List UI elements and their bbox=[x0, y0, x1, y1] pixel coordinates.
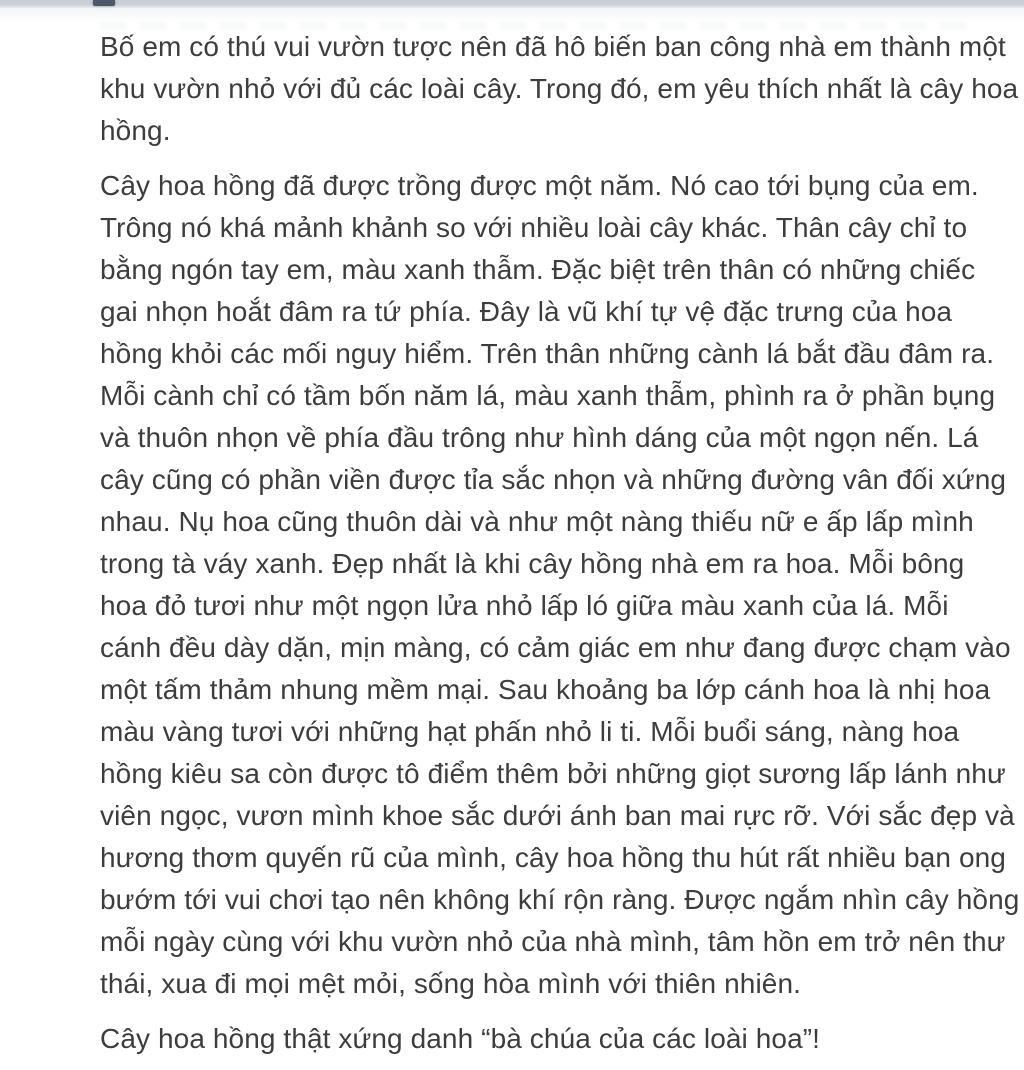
text-line: bằng ngón tay em, màu xanh thẫm. Đặc biệt trên thân có những chiếc bbox=[100, 254, 976, 285]
text-line: gai nhọn hoắt đâm ra tứ phía. Đây là vũ khí tự vệ đặc trưng của hoa bbox=[100, 296, 953, 327]
text-line: mỗi ngày cùng với khu vườn nhỏ của nhà mình, tâm hồn em trở nên thư bbox=[100, 926, 1006, 957]
text-line: bướm tới vui chơi tạo nên không khí rộn ràng. Được ngắm nhìn cây hồng bbox=[100, 884, 1020, 915]
text-line: cánh đều dày dặn, mịn màng, có cảm giác em như đang được chạm vào bbox=[100, 632, 1011, 663]
text-line: hồng. bbox=[100, 115, 171, 146]
text-line: Mỗi cành chỉ có tầm bốn năm lá, màu xanh thẫm, phình ra ở phần bụng bbox=[100, 380, 996, 411]
text-line: Cây hoa hồng đã được trồng được một năm. Nó cao tới bụng của em. bbox=[100, 170, 979, 201]
text-line: khu vườn nhỏ với đủ các loài cây. Trong đó, em yêu thích nhất là cây hoa bbox=[100, 73, 1019, 104]
text-line: và thuôn nhọn về phía đầu trông như hình dáng của một ngọn nến. Lá bbox=[100, 422, 979, 453]
text-line: hồng kiêu sa còn được tô điểm thêm bởi những giọt sương lấp lánh như bbox=[100, 758, 1006, 789]
paragraph-conclusion bbox=[100, 1018, 968, 1060]
text-line: thái, xua đi mọi mệt mỏi, sống hòa mình với thiên nhiên. bbox=[100, 968, 801, 999]
scrollbar-thumb-remnant[interactable] bbox=[93, 0, 115, 6]
text-line: Trông nó khá mảnh khảnh so với nhiều loài cây khác. Thân cây chỉ to bbox=[100, 212, 968, 243]
text-line: màu vàng tươi với những hạt phấn nhỏ li ti. Mỗi buổi sáng, nàng hoa bbox=[100, 716, 960, 747]
text-line: Bố em có thú vui vườn tược nên đã hô biến ban công nhà em thành một bbox=[100, 31, 1006, 62]
text-line: hoa đỏ tươi như một ngọn lửa nhỏ lấp ló giữa màu xanh của lá. Mỗi bbox=[100, 590, 949, 621]
text-line: Cây hoa hồng thật xứng danh “bà chúa của các loài hoa”! bbox=[100, 1023, 821, 1054]
text-line: cây cũng có phần viền được tỉa sắc nhọn và những đường vân đối xứng bbox=[100, 464, 1007, 495]
text-line: hồng khỏi các mối nguy hiểm. Trên thân những cành lá bắt đầu đâm ra. bbox=[100, 338, 995, 369]
text-line: hương thơm quyến rũ của mình, cây hoa hồng thu hút rất nhiều bạn ong bbox=[100, 842, 1006, 873]
top-bar-shadow bbox=[0, 8, 1024, 22]
paragraph-body bbox=[100, 165, 1020, 1005]
window-top-bar bbox=[0, 0, 1024, 8]
document-page bbox=[0, 26, 1024, 1060]
text-line: viên ngọc, vươn mình khoe sắc dưới ánh ban mai rực rỡ. Với sắc đẹp và bbox=[100, 800, 1015, 831]
text-line: nhau. Nụ hoa cũng thuôn dài và như một nàng thiếu nữ e ấp lấp mình bbox=[100, 506, 974, 537]
text-line: trong tà váy xanh. Đẹp nhất là khi cây hồng nhà em ra hoa. Mỗi bông bbox=[100, 548, 965, 579]
paragraph-intro bbox=[100, 26, 1019, 152]
text-line: một tấm thảm nhung mềm mại. Sau khoảng ba lớp cánh hoa là nhị hoa bbox=[100, 674, 991, 705]
